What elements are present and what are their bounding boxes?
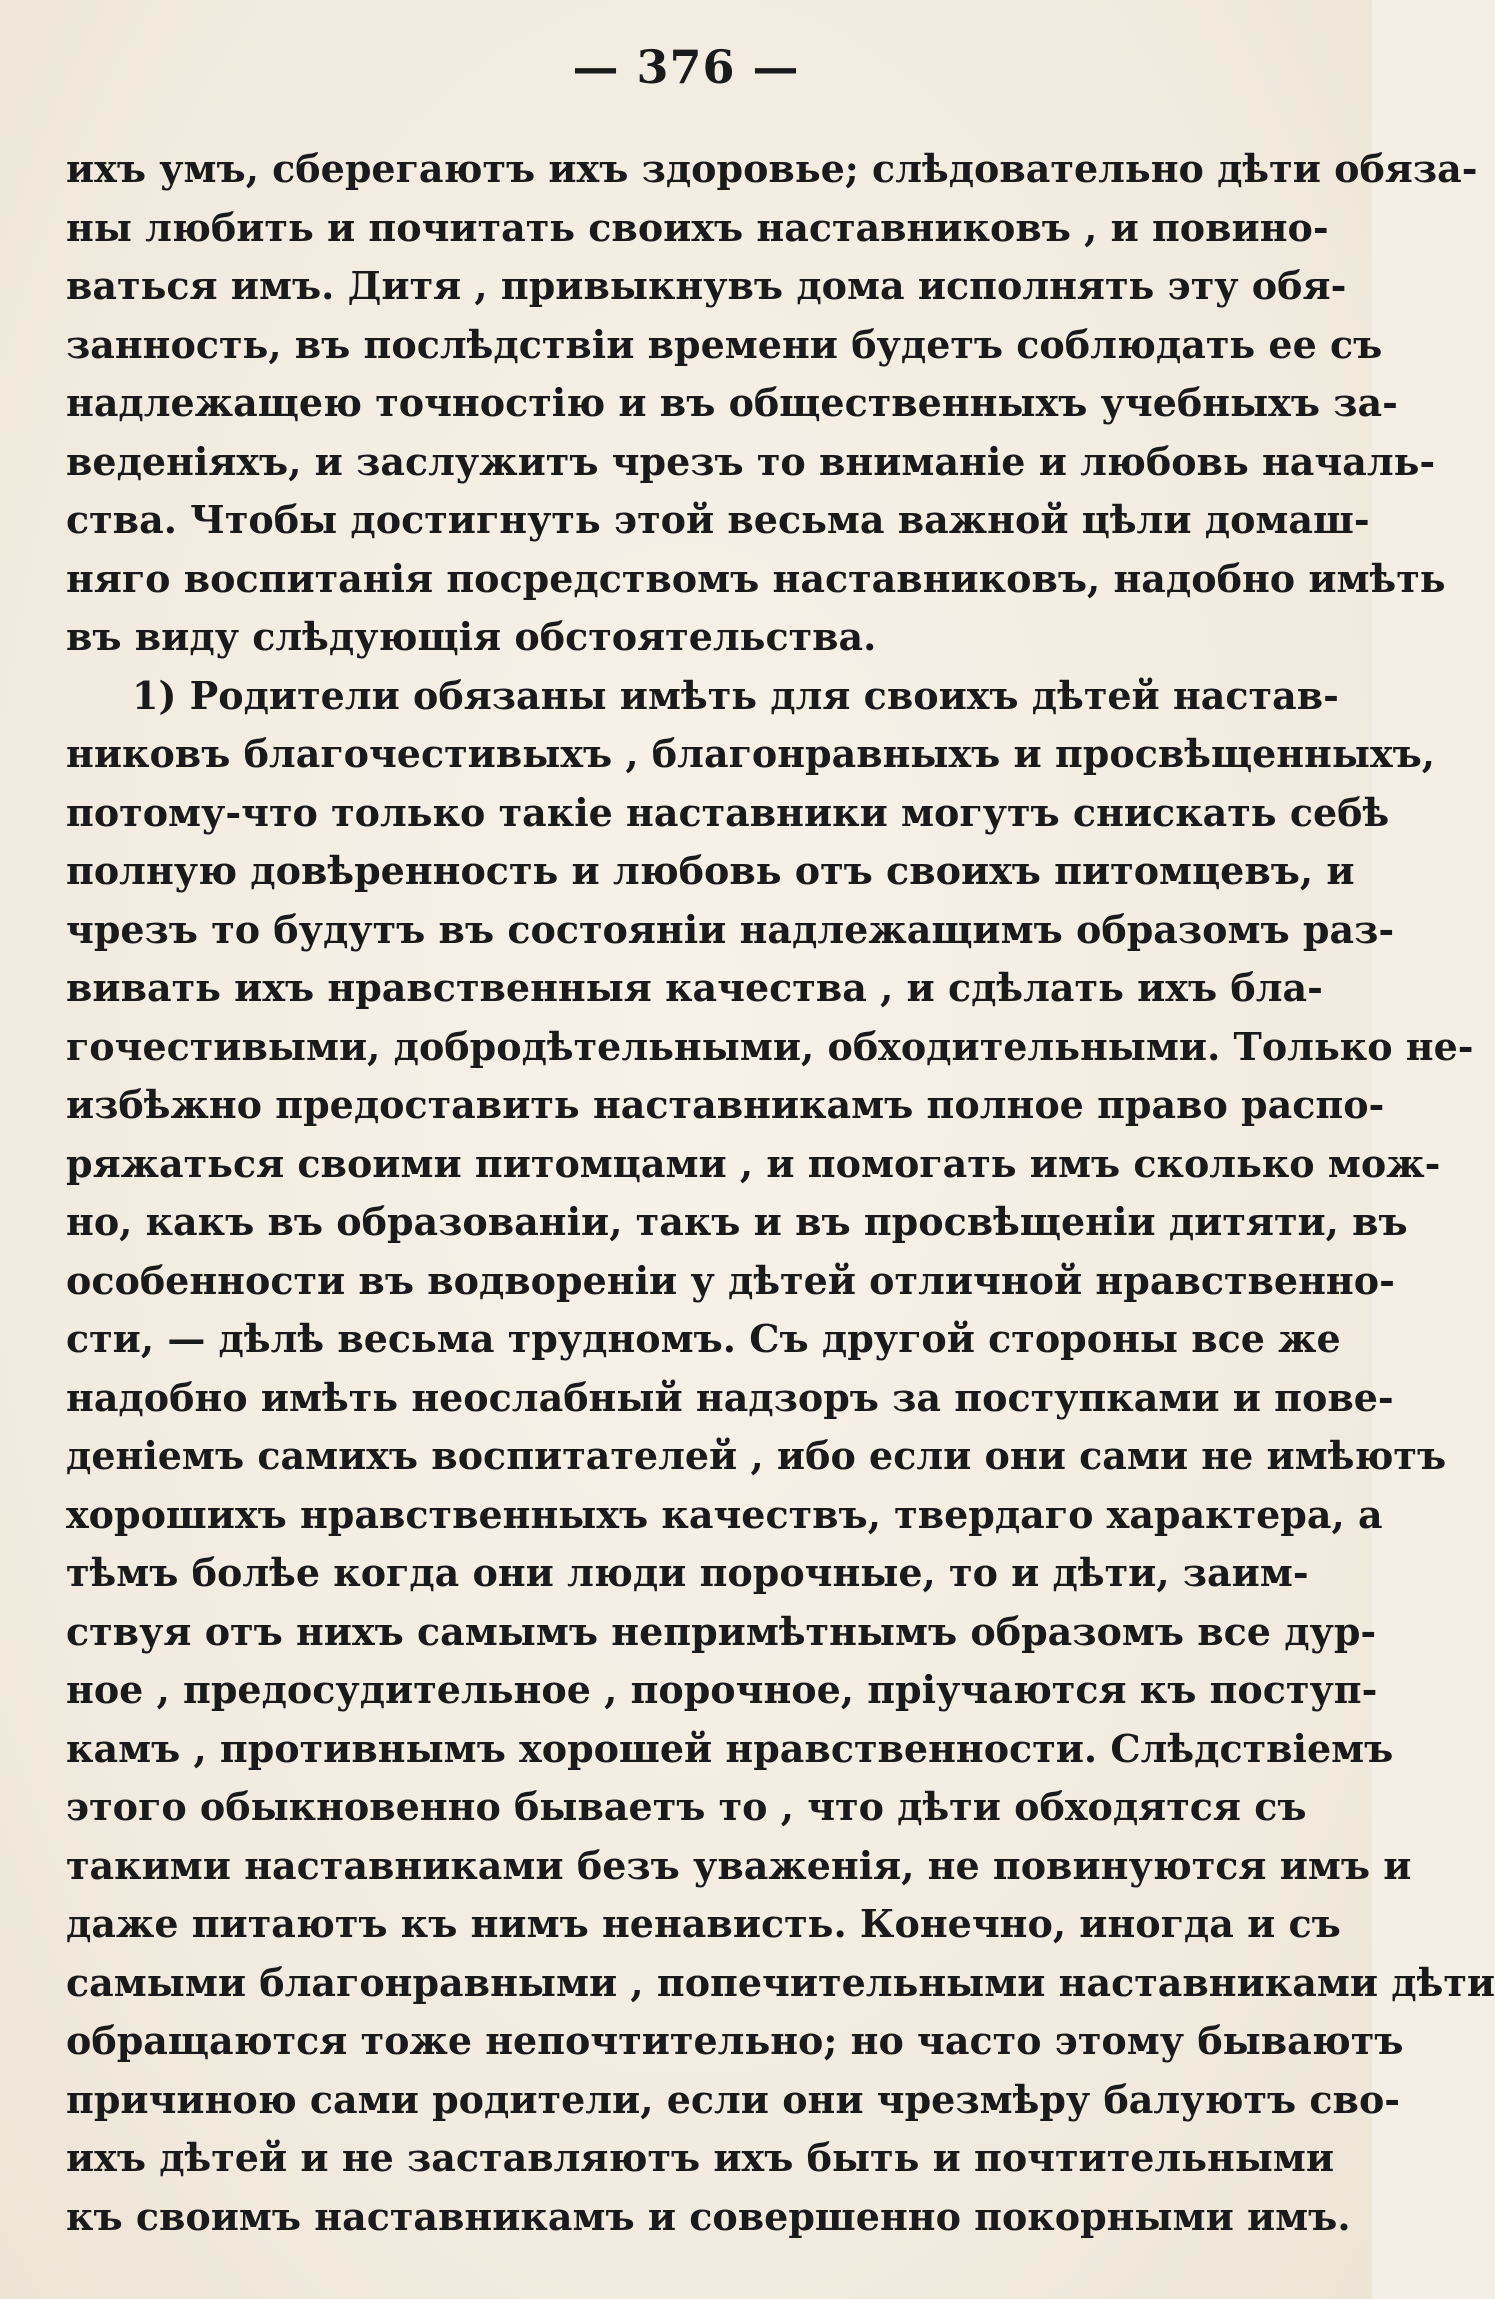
text-line: никовъ благочестивыхъ , благонравныхъ и просвѣщенныхъ, bbox=[66, 731, 1436, 776]
page-number: — 376 — bbox=[572, 40, 800, 94]
text-line: ваться имъ. Дитя , привыкнувъ дома исполнять эту обя- bbox=[66, 263, 1347, 308]
text-line: веденіяхъ, и заслужитъ чрезъ то вниманіе и любовь началь- bbox=[66, 438, 1436, 484]
text-line: причиною сами родители, если они чрезмѣру балуютъ сво- bbox=[66, 2076, 1401, 2122]
text-line: няго воспитанія посредствомъ наставниковъ, надобно имѣть bbox=[66, 555, 1446, 601]
text-line: обращаются тоже непочтительно; но часто этому бываютъ bbox=[66, 2018, 1404, 2063]
text-line: избѣжно предоставить наставникамъ полное право распо- bbox=[66, 1082, 1385, 1127]
text-line: сти, — дѣлѣ весьма трудномъ. Съ другой стороны все же bbox=[66, 1316, 1341, 1361]
text-line: ряжаться своими питомцами , и помогать имъ сколько мож- bbox=[66, 1140, 1441, 1186]
paragraph-start-line: 1) Родители обязаны имѣть для своихъ дѣтей настав- bbox=[132, 672, 1339, 718]
text-line: ны любить и почитать своихъ наставниковъ , и повино- bbox=[66, 204, 1329, 250]
text-line: къ своимъ наставникамъ и совершенно покорными имъ. bbox=[66, 2193, 1351, 2239]
text-line: полную довѣренность и любовь отъ своихъ питомцевъ, и bbox=[66, 848, 1355, 893]
text-line: занность, въ послѣдствіи времени будетъ соблюдать ее съ bbox=[66, 321, 1383, 367]
text-line: даже питаютъ къ нимъ ненависть. Конечно, иногда и съ bbox=[66, 1901, 1341, 1946]
text-line: вивать ихъ нравственныя качества , и сдѣлать ихъ бла- bbox=[66, 965, 1323, 1010]
text-line: ихъ дѣтей и не заставляютъ ихъ быть и почтительными bbox=[66, 2135, 1335, 2180]
text-line: этого обыкновенно бываетъ то , что дѣти обходятся съ bbox=[66, 1784, 1307, 1829]
text-line: самыми благонравными , попечительными наставниками дѣти bbox=[66, 1959, 1495, 2005]
text-line: потому-что только такіе наставники могутъ снискать себѣ bbox=[66, 789, 1390, 835]
text-line: ихъ умъ, сберегаютъ ихъ здоровье; слѣдовательно дѣти обяза- bbox=[66, 146, 1478, 191]
body-text bbox=[66, 140, 1495, 2246]
text-line: камъ , противнымъ хорошей нравственности. Слѣдствіемъ bbox=[66, 1725, 1394, 1771]
text-line: въ виду слѣдующія обстоятельства. bbox=[66, 614, 877, 659]
text-line: но, какъ въ образованіи, такъ и въ просвѣщеніи дитяти, въ bbox=[66, 1199, 1408, 1244]
text-line: ное , предосудительное , порочное, пріучаются къ поступ- bbox=[66, 1667, 1378, 1712]
text-line: чрезъ то будутъ въ состояніи надлежащимъ образомъ раз- bbox=[66, 906, 1395, 952]
text-line: тѣмъ болѣе когда они люди порочные, то и дѣти, заим- bbox=[66, 1550, 1309, 1595]
text-line: деніемъ самихъ воспитателей , ибо если они сами не имѣютъ bbox=[66, 1433, 1447, 1478]
text-line: надлежащею точностію и въ общественныхъ учебныхъ за- bbox=[66, 380, 1398, 425]
text-line: хорошихъ нравственныхъ качествъ, твердаго характера, а bbox=[66, 1491, 1383, 1537]
text-line: ствуя отъ нихъ самымъ непримѣтнымъ образомъ все дур- bbox=[66, 1608, 1377, 1654]
text-line: гочестивыми, добродѣтельными, обходительными. Только не- bbox=[66, 1023, 1474, 1069]
text-line: особенности въ водвореніи у дѣтей отличной нравственно- bbox=[66, 1257, 1395, 1303]
text-line: такими наставниками безъ уваженія, не повинуются имъ и bbox=[66, 1842, 1412, 1888]
text-line: ства. Чтобы достигнуть этой весьма важной цѣли домаш- bbox=[66, 497, 1370, 542]
text-line: надобно имѣть неослабный надзоръ за поступками и пове- bbox=[66, 1374, 1394, 1420]
